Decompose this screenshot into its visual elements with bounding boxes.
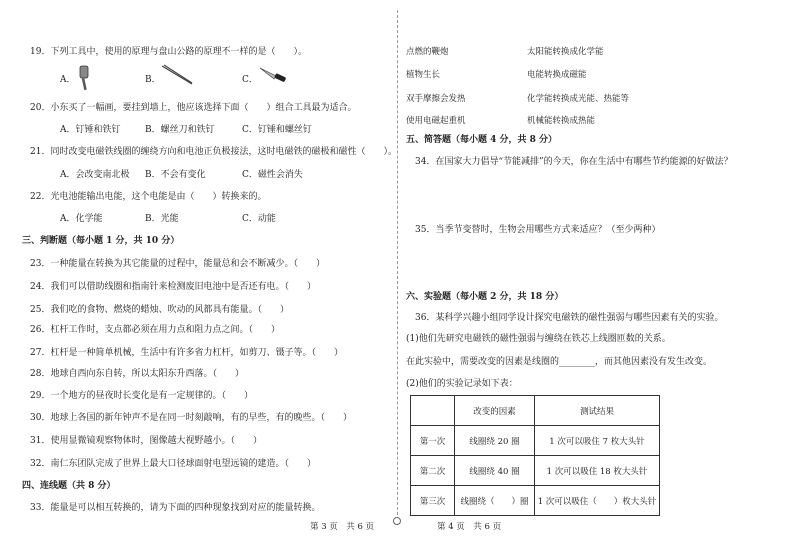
table-cell: 第三次 (411, 486, 455, 516)
page-footer-left: 第 3 页 共 6 页 (310, 522, 375, 532)
question-36-part-1: (1)他们先研究电磁铁的磁性强弱与缠绕在铁芯上线圈匝数的关系。 (406, 334, 671, 344)
match-left-3: 双手摩擦会发热 (406, 94, 466, 104)
q19-option-c: C． (242, 75, 258, 85)
question-30: 30．地球上各国的新年钟声不是在同一时刻敲响，有的早些，有的晚些。（ ） (30, 413, 352, 423)
question-34: 34．在国家大力倡导“节能减排”的今天，你在生活中有哪些节约能源的好做法？ (415, 157, 733, 167)
experiment-table (410, 395, 660, 516)
q21-option-c: C．磁性会消失 (242, 170, 303, 180)
q19-option-a: A． (60, 75, 76, 85)
table-header-cell: 改变的因素 (455, 396, 535, 426)
table-row (411, 486, 660, 516)
tweezers-icon (160, 64, 194, 86)
section-3-heading: 三、判断题（每小题 1 分，共 10 分） (22, 236, 180, 246)
match-right-3: 化学能转换成光能、热能等 (527, 94, 630, 104)
q20-option-c: C．钉锤和螺丝钉 (242, 125, 312, 135)
screwdriver-icon (76, 64, 96, 92)
question-26: 26．杠杆工作时，支点都必须在用力点和阻力点之间。（ ） (30, 325, 280, 335)
knife-icon (258, 64, 288, 84)
question-29: 29．一个地方的昼夜时长变化是有一定规律的。（ ） (30, 391, 253, 401)
q20-option-a: A．钉锤和铁钉 (60, 125, 121, 135)
table-header-row (411, 396, 660, 426)
q21-option-b: B．不会有变化 (145, 170, 206, 180)
section-5-heading: 五、简答题（每小题 4 分，共 8 分） (406, 135, 558, 145)
table-header-cell: 测试结果 (535, 396, 660, 426)
q21-option-a: A．会改变南北极 (60, 170, 130, 180)
question-28: 28．地球自西向东自转，所以太阳东升西落。（ ） (30, 369, 244, 379)
match-right-1: 太阳能转换成化学能 (527, 47, 604, 57)
question-36-part-2: (2)他们的实验记录如下表： (406, 379, 518, 389)
table-cell: 线圈绕 40 圈 (455, 456, 535, 486)
q20-option-b: B．螺丝刀和铁钉 (145, 125, 215, 135)
question-33: 33．能量是可以相互转换的，请为下面的四种现象找到对应的能量转换。 (30, 503, 321, 513)
question-21: 21．同时改变电磁铁线圈的缠绕方向和电池正负极接法，这时电磁铁的磁极和磁性（ ）。 (30, 147, 397, 157)
table-header-cell (411, 396, 455, 426)
page-footer-right: 第 4 页 共 6 页 (437, 522, 502, 532)
question-27: 27．杠杆是一种简单机械，生活中有许多省力杠杆，如剪刀、镊子等。（ ） (30, 348, 343, 358)
match-right-4: 机械能转换成热能 (527, 116, 596, 126)
table-cell: 线圈绕 20 圈 (455, 426, 535, 456)
question-36: 36．某科学兴趣小组同学设计探究电磁铁的磁性强弱与哪些因素有关的实验。 (415, 313, 724, 323)
q22-option-b: B．光能 (145, 214, 179, 224)
table-cell: 1 次可以吸住 7 枚大头针 (535, 426, 660, 456)
question-22: 22．光电池能输出电能，这个电能是由（ ）转换来的。 (30, 192, 267, 202)
table-row (411, 456, 660, 486)
table-cell: 1 次可以吸住（ ）枚大头针 (535, 486, 660, 516)
table-cell: 第一次 (411, 426, 455, 456)
match-left-2: 植物生长 (406, 70, 441, 80)
question-35: 35．当季节变替时，生物会用哪些方式来适应？（至少两种） (415, 225, 661, 235)
q22-option-c: C．动能 (242, 214, 276, 224)
question-19: 19．下列工具中，使用的原理与盘山公路的原理不一样的是（ ）。 (30, 47, 307, 57)
table-cell: 第二次 (411, 456, 455, 486)
question-31: 31．使用显微镜观察物体时，图像越大视野越小。（ ） (30, 436, 262, 446)
match-left-1: 点燃的鞭炮 (406, 47, 449, 57)
match-right-2: 电能转换成磁能 (527, 70, 587, 80)
question-36-blank: 在此实验中，需要改变的因素是线圈的________，而其他因素没有发生改变。 (406, 357, 713, 367)
section-4-heading: 四、连线题（共 8 分） (22, 481, 116, 491)
question-23: 23．一种能量在转换为其它能量的过程中，能量总和会不断减少。（ ） (30, 259, 325, 269)
question-20: 20．小东买了一幅画，要挂到墙上，他应该选择下面（ ）组合工具最为适合。 (30, 103, 357, 113)
section-6-heading: 六、实验题（每小题 2 分，共 18 分） (406, 292, 564, 302)
q22-option-a: A．化学能 (60, 214, 103, 224)
question-24: 24．我们可以借助线圈和指南针来检测废旧电池中是否还有电。（ ） (30, 282, 316, 292)
question-32: 32．南仁东团队完成了世界上最大口径球面射电望远镜的建造。（ ） (30, 459, 316, 469)
match-left-4: 使用电磁起重机 (406, 116, 466, 126)
q19-option-b: B． (145, 75, 161, 85)
table-row (411, 426, 660, 456)
table-cell: 线圈绕（ ）圈 (455, 486, 535, 516)
table-cell: 1 次可以吸住 18 枚大头针 (535, 456, 660, 486)
question-25: 25．我们吃的食物、燃烧的蜡烛、吹动的风都具有能量。（ ） (30, 305, 289, 315)
